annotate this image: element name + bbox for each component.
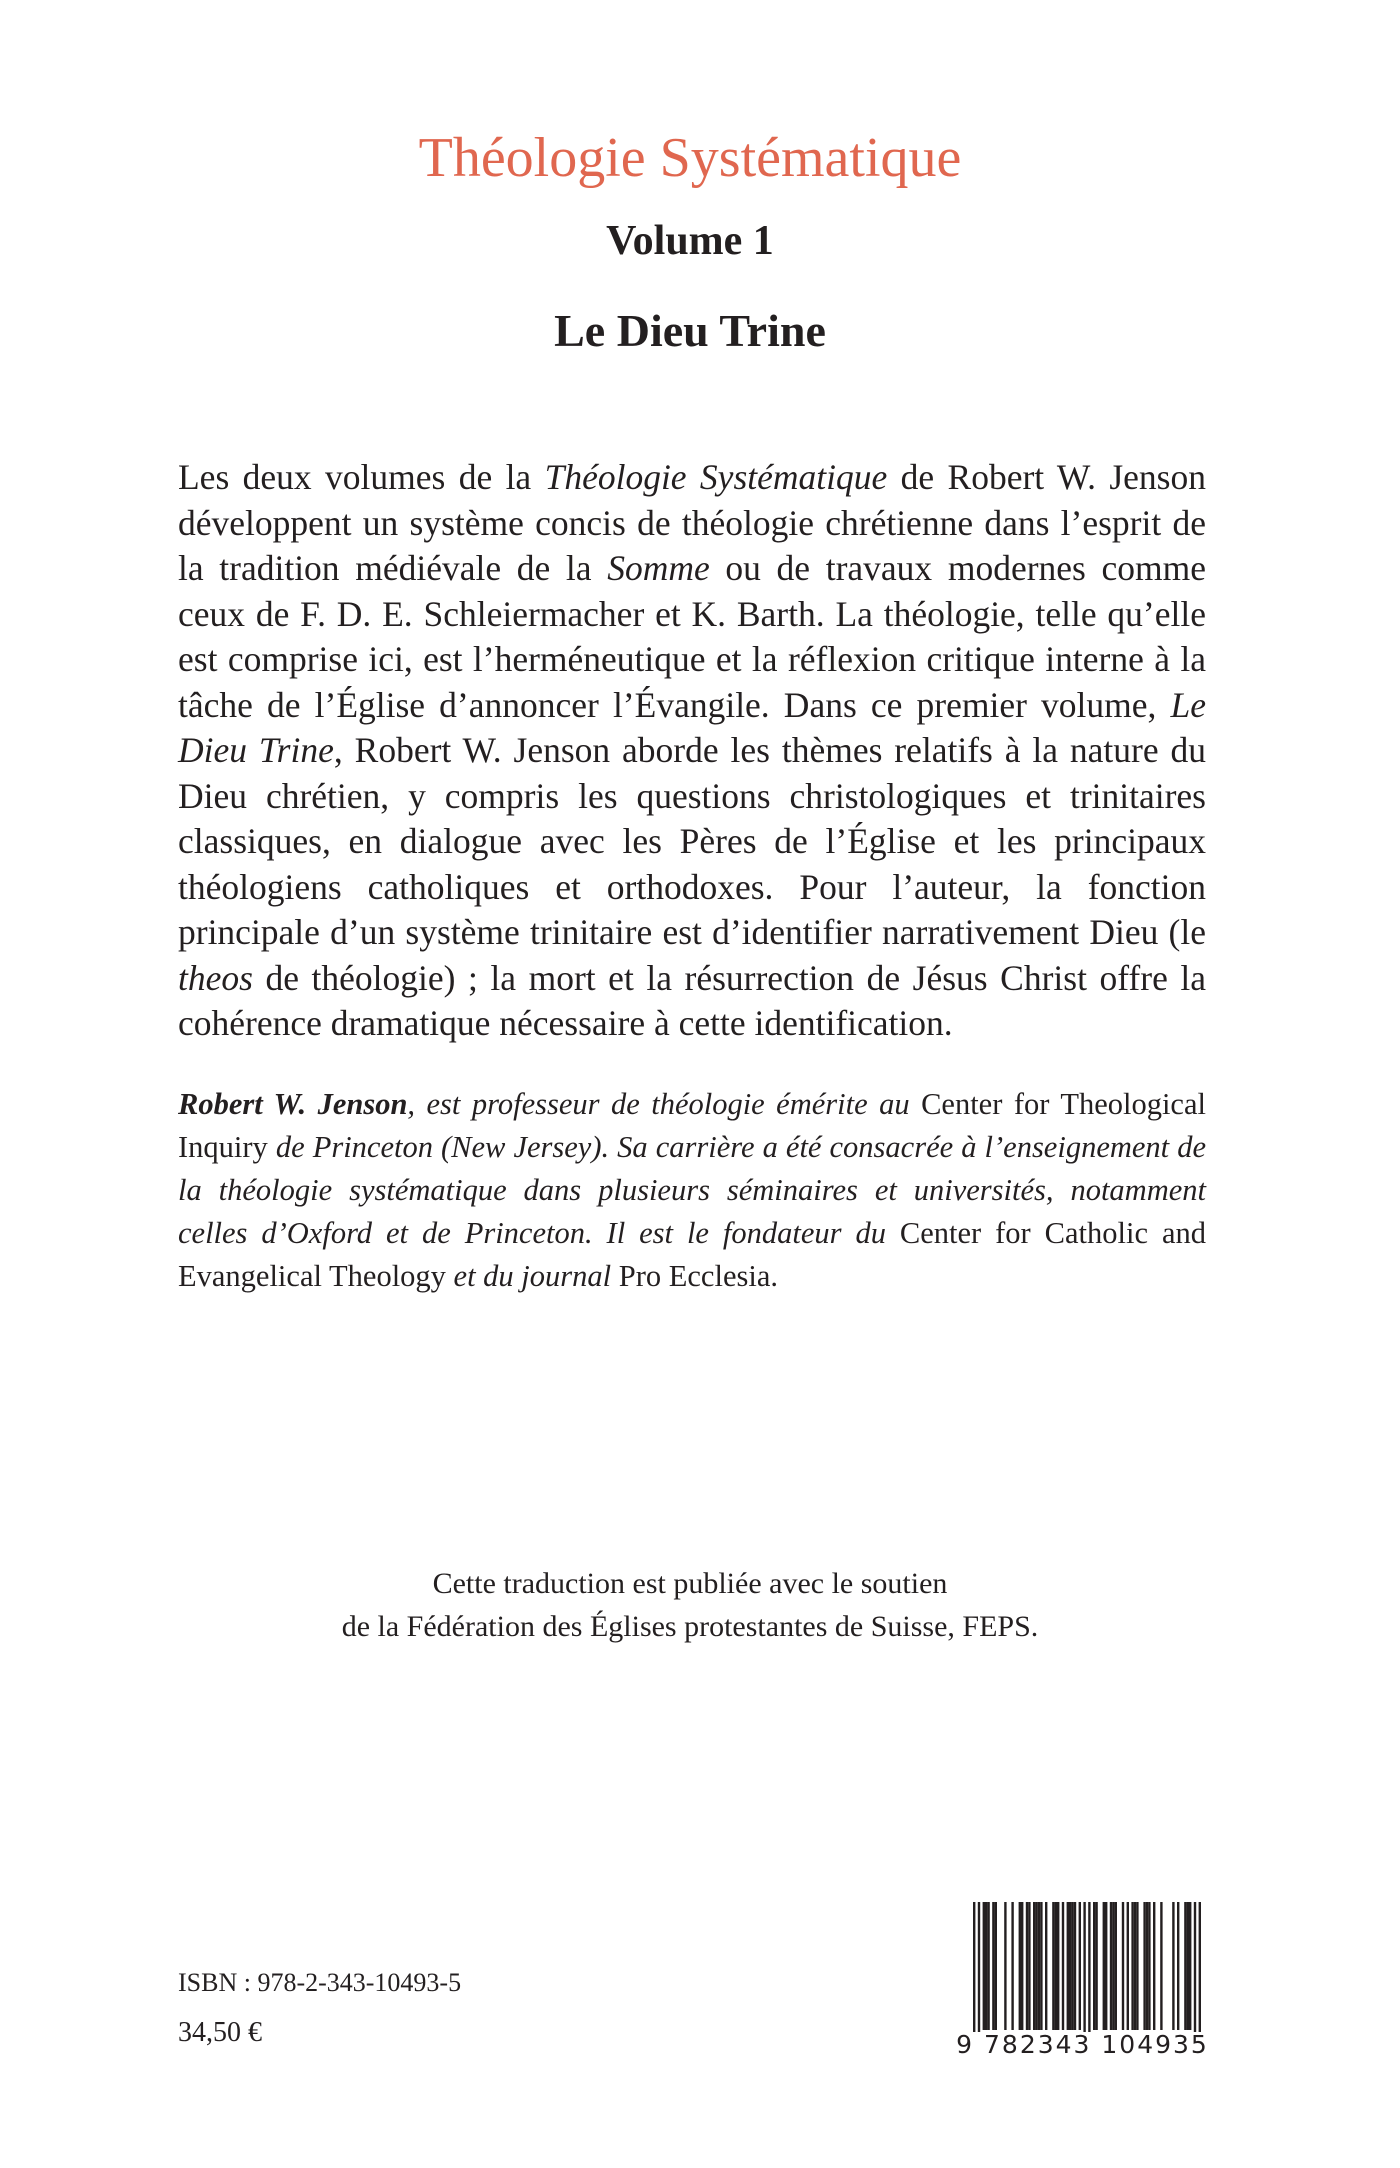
author-bio-text: , est professeur de théologie émérite au	[407, 1087, 922, 1121]
barcode-bar	[1033, 1902, 1035, 2030]
barcode-bar	[1055, 1902, 1057, 2030]
barcode-bar	[1131, 1902, 1133, 2030]
price-label: 34,50 €	[178, 2017, 262, 2048]
barcode-bar	[1021, 1902, 1023, 2030]
barcode-bar	[1074, 1902, 1076, 2030]
author-name: Robert W. Jenson	[178, 1087, 408, 1121]
barcode-bar	[1093, 1902, 1095, 2030]
barcode-bar	[1071, 1902, 1073, 2030]
barcode	[955, 1902, 1210, 2064]
barcode-bar	[1105, 1902, 1107, 2030]
support-line-1: Cette traduction est publiée avec le soutien	[432, 1567, 948, 1600]
barcode-bar	[1103, 1902, 1105, 2030]
book-title: Théologie Systématique	[418, 127, 962, 189]
barcode-bar	[1136, 1902, 1138, 2030]
barcode-bar	[1095, 1902, 1097, 2030]
barcode-bar	[1143, 1902, 1145, 2030]
book-description	[178, 455, 1206, 1047]
barcode-bar	[1115, 1902, 1117, 2030]
author-bio	[178, 1083, 1206, 1298]
support-line-2: de la Fédération des Églises protestantes de Suisse, FEPS.	[341, 1610, 1039, 1643]
description-italic-somme: Somme	[607, 548, 710, 588]
barcode-bar	[985, 1902, 987, 2030]
translation-support-note	[0, 1562, 1380, 1648]
barcode-bar	[1028, 1902, 1030, 2030]
author-bio-text: de Princeton (New Jersey). Sa carrière a été consacrée à l’enseignement de la théologie systématique dans plusieurs séminaires et universités, notamment celles d’Oxford et de Princeton. Il est le fondateur du	[178, 1130, 1206, 1250]
barcode-bar	[1153, 1902, 1155, 2030]
barcode-bar	[1146, 1902, 1148, 2030]
center-name: Center for Catholic and Evangelical Theology	[178, 1216, 1206, 1293]
barcode-bar	[1026, 1902, 1028, 2030]
barcode-bar	[1110, 1902, 1112, 2030]
barcode-bar	[1019, 1902, 1021, 2030]
barcode-bar	[1187, 1902, 1189, 2030]
book-subtitle: Le Dieu Trine	[554, 305, 826, 356]
description-text: Les deux volumes de la	[178, 457, 545, 497]
barcode-bar	[987, 1902, 989, 2030]
barcode-bar	[1052, 1902, 1054, 2030]
barcode-bar	[1127, 1902, 1129, 2030]
author-bio-text: et du journal	[445, 1259, 619, 1293]
barcode-bar	[1011, 1902, 1013, 2030]
barcode-bar	[1177, 1902, 1179, 2030]
description-text: ou de travaux modernes comme ceux de F. D. E. Schleiermacher et K. Barth. La théologie, telle qu’elle est comprise ici, est l’herméneutique et la réflexion critique interne à la tâche de l’Église d’annoncer l’Évangile. Dans ce premier volume,	[178, 548, 1206, 725]
barcode-bar	[1160, 1902, 1162, 2030]
author-bio-text: .	[770, 1259, 778, 1293]
barcode-bar	[1057, 1902, 1059, 2030]
barcode-bar	[1004, 1902, 1006, 2030]
description-text: de Robert W. Jenson développent un système concis de théologie chrétienne dans l’esprit de la tradition médiévale de la	[178, 457, 1207, 588]
journal-name: Pro Ecclesia	[618, 1259, 771, 1293]
description-italic-title: Théologie Systématique	[544, 457, 888, 497]
barcode-bar	[1184, 1902, 1186, 2030]
barcode-bar	[1134, 1902, 1136, 2030]
volume-label: Volume 1	[606, 218, 774, 264]
barcode-guard-bar	[973, 1902, 975, 2047]
barcode-digits: 9 782343 104935	[956, 2030, 1209, 2059]
barcode-bar	[983, 1902, 985, 2030]
barcode-guard-bar	[978, 1902, 980, 2047]
barcode-bar	[1112, 1902, 1114, 2030]
barcode-bar	[1079, 1902, 1081, 2030]
institution-name: Center for Theological Inquiry	[178, 1087, 1206, 1164]
barcode-bar	[1035, 1902, 1037, 2030]
barcode-bar	[1122, 1902, 1124, 2030]
description-text: de théologie) ; la mort et la résurrection de Jésus Christ offre la cohérence dramatique nécessaire à cette identification.	[178, 957, 1206, 1043]
description-italic-volume-title: Le Dieu Trine	[178, 684, 1206, 770]
barcode-bar	[1038, 1902, 1040, 2030]
barcode-bar	[1040, 1902, 1042, 2030]
barcode-bar	[1172, 1902, 1174, 2030]
barcode-guard-bar	[1194, 1902, 1196, 2047]
barcode-bar	[1062, 1902, 1064, 2030]
barcode-bar	[1189, 1902, 1191, 2030]
barcode-bar	[1045, 1902, 1047, 2030]
barcode-guard-bar	[1088, 1902, 1090, 2047]
barcode-guard-bar	[1199, 1902, 1201, 2047]
barcode-bar	[1067, 1902, 1069, 2030]
description-italic-theos: theos	[178, 957, 253, 998]
barcode-guard-bar	[1083, 1902, 1085, 2047]
isbn-label: ISBN : 978-2-343-10493-5	[178, 1968, 462, 1997]
barcode-bar	[992, 1902, 994, 2030]
description-text: , Robert W. Jenson aborde les thèmes relatifs à la nature du Dieu chrétien, y compris les questions christologiques et trinitaires classiques, en dialogue avec les Pères de l’Église et les principaux théologiens catholiques et orthodoxes. Pour l’auteur, la fonction principale d’un système trinitaire est d’identifier narrativement Dieu (le	[178, 730, 1206, 952]
barcode-bar	[995, 1902, 997, 2030]
barcode-bar	[1148, 1902, 1150, 2030]
barcode-bar	[1069, 1902, 1071, 2030]
